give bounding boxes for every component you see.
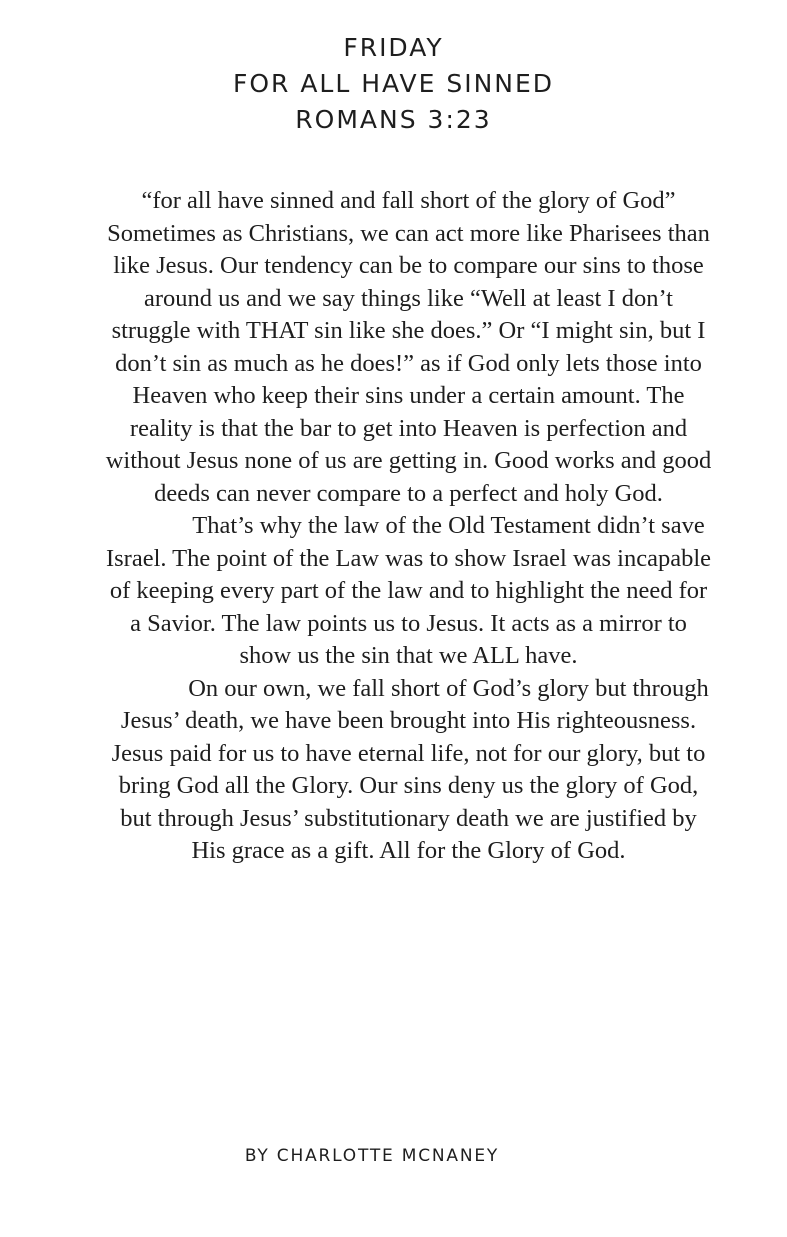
body-paragraph-1: “for all have sinned and fall short of the glory of God” Sometimes as Christians, we can act more like Pharisees than like Jesus. Our tendency can be to compare our sins to those around us and we say things like “Well at least I don’t struggle with THAT sin like she does.” Or “I might sin, but I don’t sin as much as he does!” as if God only lets those into Heaven who keep their sins under a certain amount. The reality is that the bar to get into Heaven is perfection and without Jesus none of us are getting in. Good works and good deeds can never compare to a perfect and holy God. — [105, 187, 712, 507]
author-byline: BY CHARLOTTE MCNANEY — [244, 1146, 500, 1166]
scripture-reference: ROMANS 3:23 — [295, 105, 492, 134]
devotional-title: FOR ALL HAVE SINNED — [232, 69, 555, 98]
devotional-header — [0, 30, 787, 138]
body-paragraph-3: On our own, we fall short of God’s glory but through Jesus’ death, we have been brought into His righteousness. Jesus paid for us to have eternal life, not for our glory, but to bring God all the Glory. Our sins deny us the glory of God, but through Jesus’ substitutionary death we are justified by His grace as a gift. All for the Glory of God. — [111, 674, 709, 864]
body-paragraph-2: That’s why the law of the Old Testament didn’t save Israel. The point of the Law was to show Israel was incapable of keeping every part of the law and to highlight the need for a Savior. The law points us to Jesus. It acts as a mirror to show us the sin that we ALL have. — [105, 512, 712, 669]
day-heading: FRIDAY — [343, 33, 444, 62]
devotional-body — [105, 185, 712, 868]
